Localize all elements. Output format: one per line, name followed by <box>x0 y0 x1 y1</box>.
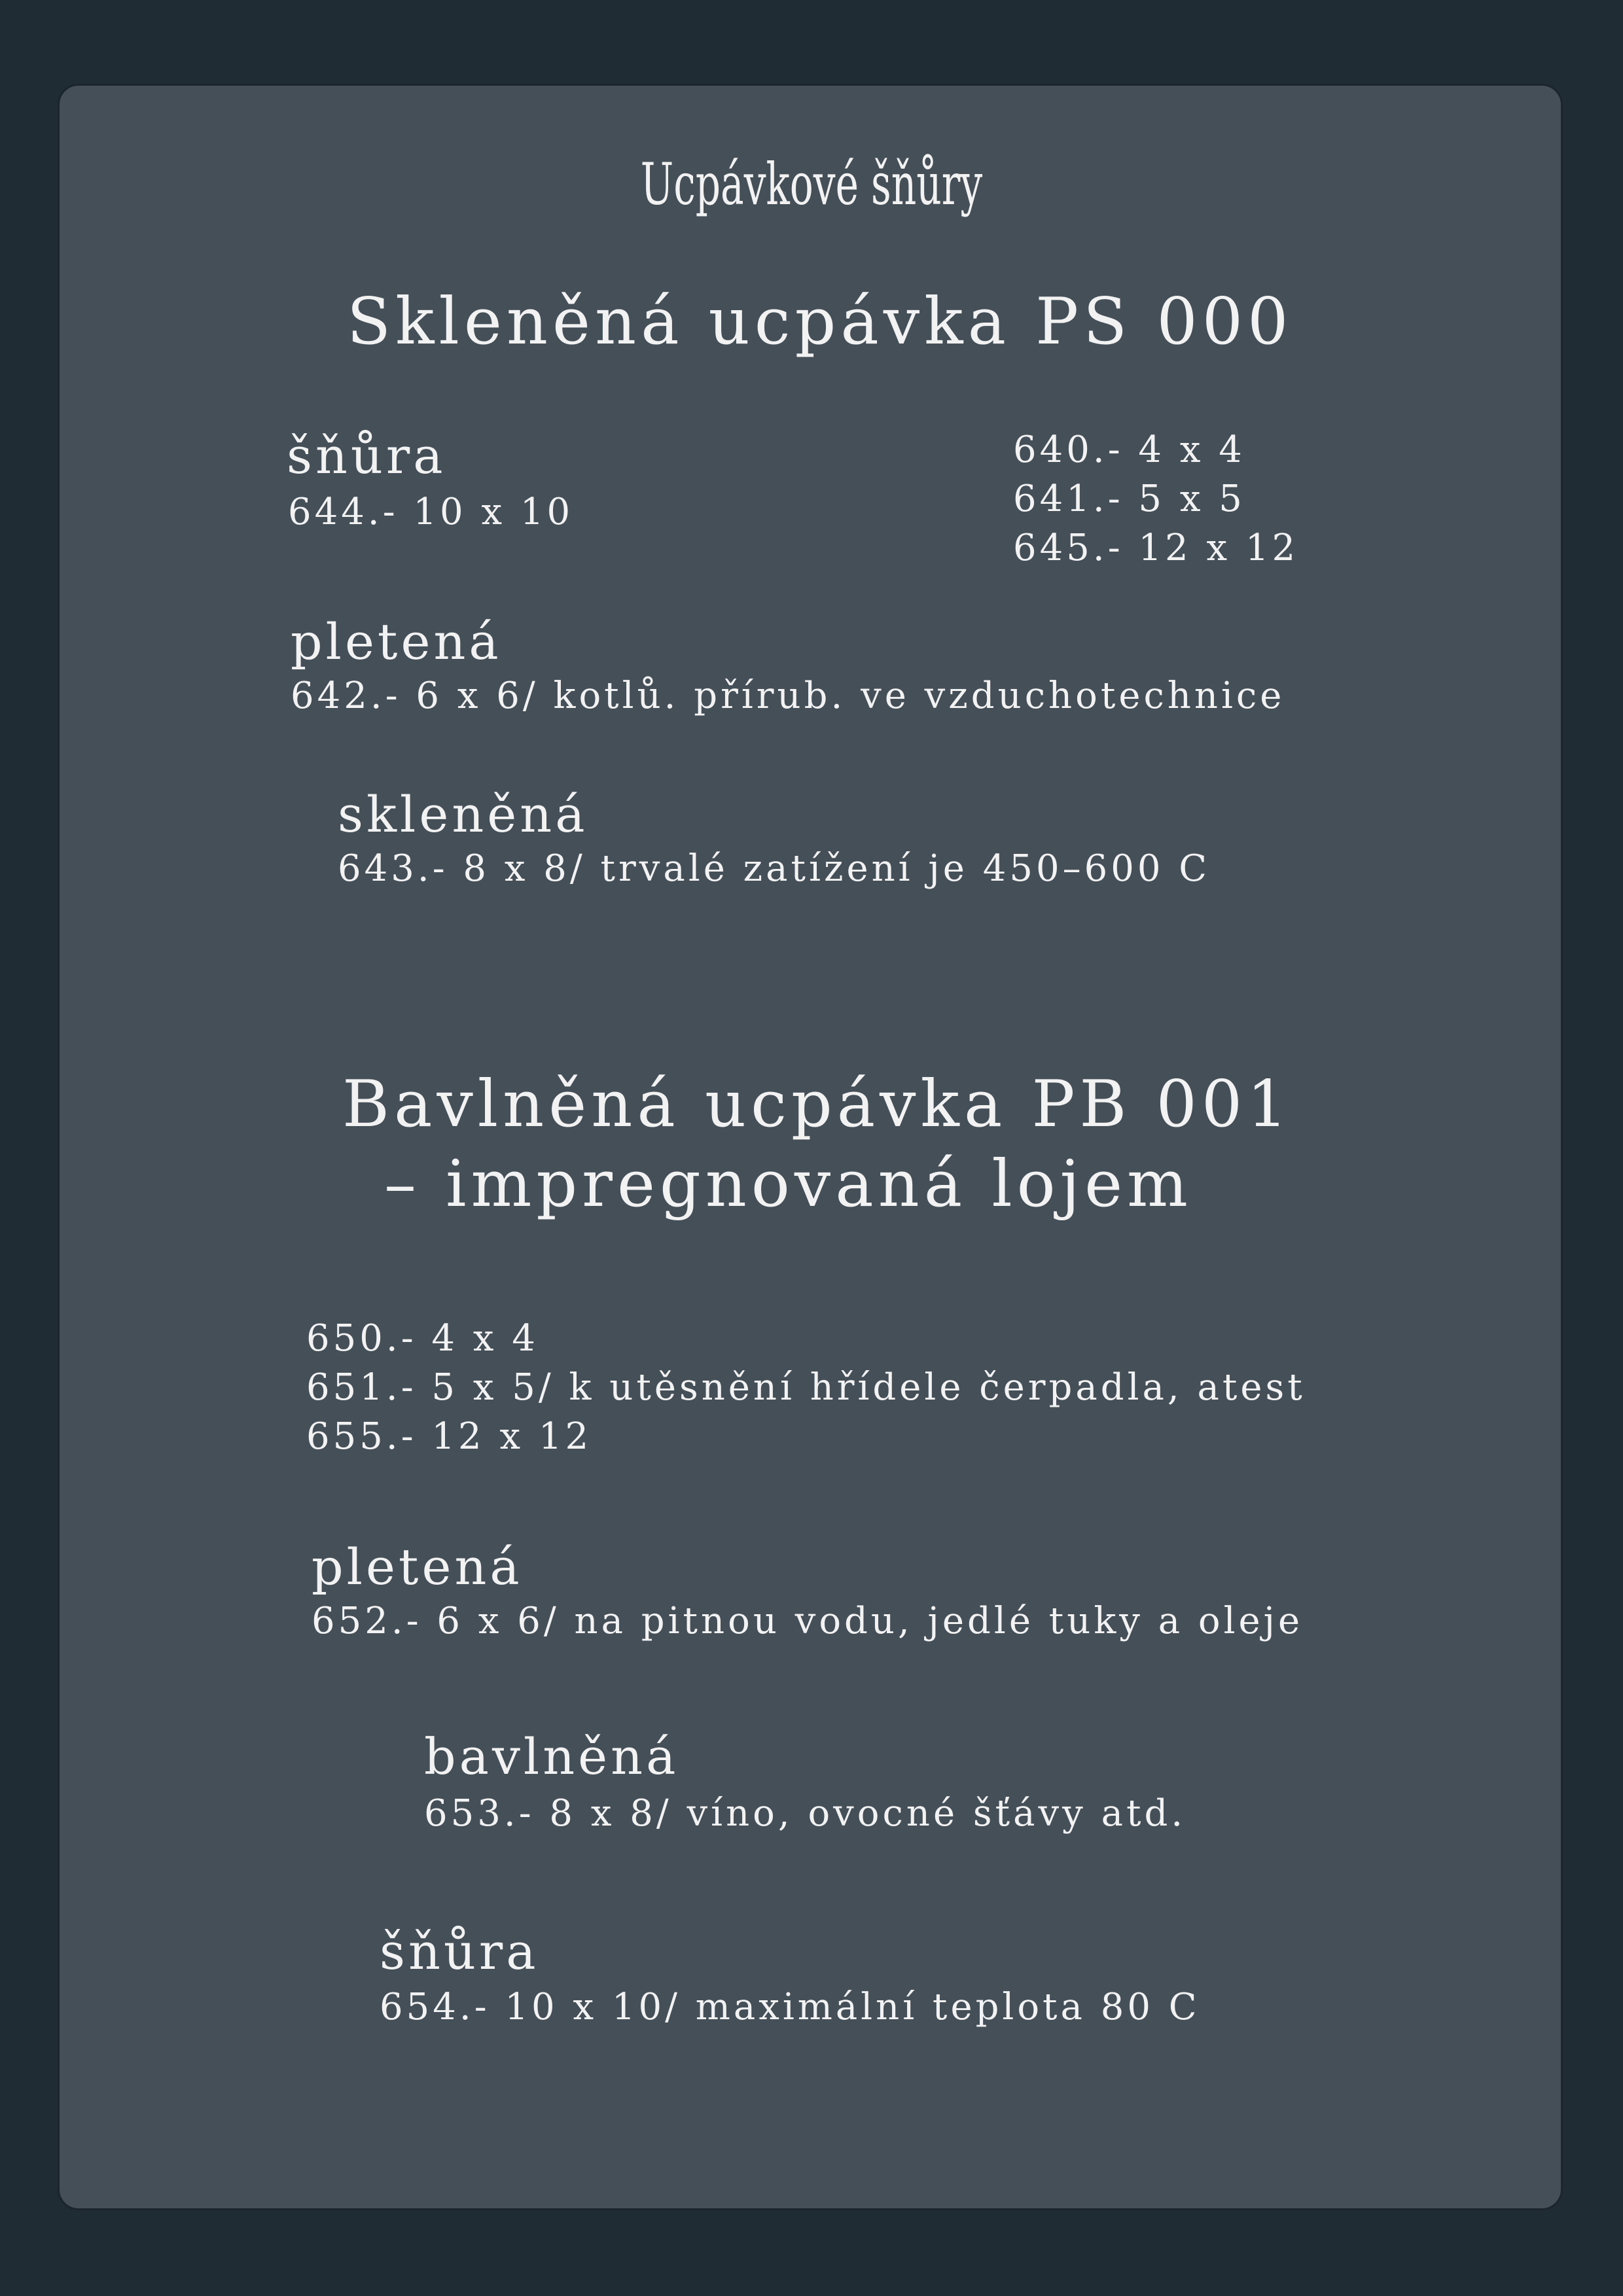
item-645: 645.- 12 x 12 <box>1013 527 1299 569</box>
item-643: 643.- 8 x 8/ trvalé zatížení je 450–600 C <box>338 847 1211 890</box>
item-644: 644.- 10 x 10 <box>288 491 574 533</box>
section-heading-cotton-line2: – impregnovaná lojem <box>384 1147 1192 1222</box>
item-641: 641.- 5 x 5 <box>1013 478 1245 520</box>
label-bavlnena: bavlněná <box>424 1727 679 1786</box>
item-650: 650.- 4 x 4 <box>306 1317 539 1360</box>
item-640: 640.- 4 x 4 <box>1013 429 1245 471</box>
item-655: 655.- 12 x 12 <box>306 1415 592 1458</box>
item-652: 652.- 6 x 6/ na pitnou vodu, jedlé tuky a oleje <box>312 1600 1304 1642</box>
label-pletena-glass: pletená <box>291 612 502 671</box>
label-pletena-cotton: pletená <box>312 1538 523 1596</box>
label-sklenena: skleněná <box>338 785 588 843</box>
section-heading-cotton-line1: Bavlněná ucpávka PB 001 <box>342 1067 1293 1142</box>
label-snura-glass: šňůra <box>287 427 446 485</box>
item-642: 642.- 6 x 6/ kotlů. přírub. ve vzduchotechnice <box>291 675 1285 717</box>
item-654: 654.- 10 x 10/ maximální teplota 80 C <box>380 1986 1200 2028</box>
label-snura-cotton: šňůra <box>380 1922 539 1981</box>
item-653: 653.- 8 x 8/ víno, ovocné šťávy atd. <box>424 1792 1186 1835</box>
section-heading-glass: Skleněná ucpávka PS 000 <box>347 285 1293 359</box>
item-651: 651.- 5 x 5/ k utěsnění hřídele čerpadla, atest <box>306 1366 1306 1409</box>
page-title: Ucpávkové šňůry <box>640 150 983 218</box>
